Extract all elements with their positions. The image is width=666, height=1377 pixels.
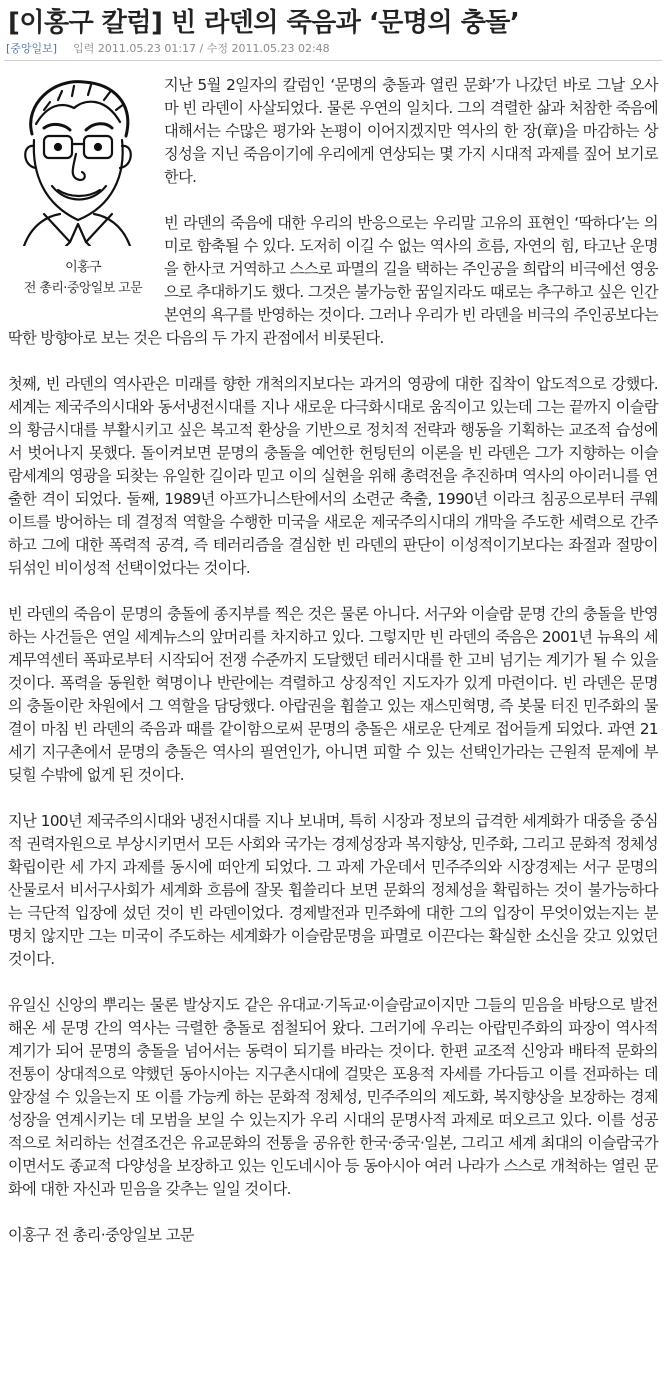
- article-body: [8, 74, 658, 1270]
- article-meta: [6, 40, 330, 56]
- article-paragraph: 빈 라덴의 죽음에 대한 우리의 반응으로는 우리말 고유의 표현인 ‘딱하다’는 의미로 함축될 수 있다. 도저히 이길 수 없는 역사의 흐름, 자연의 힘, 타고난 운명을 한사코 거역하고 스스로 파멸의 길을 택하는 주인공을 희랍의 비극에선 영웅으로 추대하기도 했다. 그것은 불가능한 꿈일지라도 때로는 추구하고 싶은 인간 본연의 욕구를 반영하는 것이다. 그러나 우리가 빈 라덴을 비극의 주인공보다는 딱한 방향아로 보는 것은 다음의 두 가지 관점에서 비롯된다.: [8, 214, 658, 347]
- article-paragraph: 빈 라덴의 죽음이 문명의 충돌에 종지부를 찍은 것은 물론 아니다. 서구와 이슬람 문명 간의 충돌을 반영하는 사건들은 연일 세계뉴스의 앞머리를 차지하고 있다. 그렇지만 빈 라덴의 죽음은 2001년 뉴욕의 세계무역센터 폭파로부터 시작되어 전쟁 수준까지 도달했던 테러시대를 한 고비 넘기는 계기가 될 수 있을 것이다. 폭력을 동원한 혁명이나 반란에는 격렬하고 상징적인 지도자가 있게 마련이다. 빈 라덴은 문명의 충돌이란 차원에서 그 역할을 담당했다. 아랍권을 휩쓸고 있는 재스민혁명, 즉 봇물 터진 민주화의 물결이 마침 빈 라덴의 죽음과 때를 같이함으로써 문명의 충돌은 새로운 단계로 접어들게 되었다. 과연 21세기 지구촌에서 문명의 충돌은 역사의 필연인가, 아니면 피할 수 있는 선택인가라는 근원적 문제에 부딪힐 수밖에 없게 된 것이다.: [8, 605, 658, 784]
- source-link[interactable]: [중앙일보]: [6, 42, 58, 55]
- article-headline: [이홍구 칼럼] 빈 라덴의 죽음과 ‘문명의 충돌’: [8, 8, 520, 38]
- author-title: 전 총리·중앙일보 고문: [23, 281, 143, 296]
- header-divider: [4, 60, 662, 61]
- author-caricature-image: [14, 74, 140, 246]
- article-byline: 이홍구 전 총리·중앙일보 고문: [8, 1226, 194, 1244]
- article-paragraph: 첫째, 빈 라덴의 역사관은 미래를 향한 개척의지보다는 과거의 영광에 대한 집착이 압도적으로 강했다. 세계는 제국주의시대와 동서냉전시대를 지나 새로운 다극화시대로 움직이고 있는데 그는 끝까지 이슬람의 황금시대를 부활시키고 싶은 복고적 환상을 기반으로 정치적 전략과 행동을 기획하는 교조적 습성에서 벗어나지 못했다. 돌이켜보면 문명의 충돌을 예언한 헌팅턴의 이론을 빈 라덴은 그가 지향하는 이슬람세계의 영광을 되찾는 유일한 길이라 믿고 이의 실현을 위해 총력전을 추진하며 역사의 아이러니를 연출한 격이 되었다. 둘째, 1989년 아프가니스탄에서의 소련군 축출, 1990년 이라크 침공으로부터 쿠웨이트를 방어하는 데 결정적 역할을 수행한 미국을 새로운 제국주의시대의 개막을 주도한 세력으로 간주하고 그에 대한 폭력적 공격, 즉 테러리즘을 결심한 빈 라덴의 판단이 이성적이기보다는 좌절과 절망이 뒤섞인 비이성적 선택이었다는 것이다.: [8, 375, 658, 577]
- author-box: [8, 74, 164, 310]
- author-name: 이홍구: [65, 260, 101, 275]
- timestamp-text: 입력 2011.05.23 01:17 / 수정 2011.05.23 02:48: [73, 42, 330, 55]
- article-paragraph: 지난 100년 제국주의시대와 냉전시대를 지나 보내며, 특히 시장과 정보의 급격한 세계화가 대중을 중심적 권력자원으로 부상시키면서 모든 사회와 국가는 경제성장과 복지향상, 민주화, 그리고 문화적 정체성 확립이란 세 가지 과제를 동시에 떠안게 되었다. 그 과제 가운데서 민주주의와 시장경제는 서구 문명의 산물로서 비서구사회가 세계화 흐름에 잘못 휩쓸리다 보면 문화의 정체성을 확립하는 것이 불가능하다는 극단적 입장에 섰던 것이 빈 라덴이었다. 경제발전과 민주화에 대한 그의 입장이 무엇이었는지는 분명치 않지만 그는 미국이 주도하는 세계화가 이슬람문명을 파멸로 이끈다는 확실한 소신을 갖고 있었던 것이다.: [8, 812, 658, 968]
- article-paragraph: 지난 5월 2일자의 칼럼인 ‘문명의 충돌과 열린 문화’가 나갔던 바로 그날 오사마 빈 라덴이 사살되었다. 물론 우연의 일치다. 그의 격렬한 삶과 처참한 죽음에 대해서는 수많은 평가와 논평이 이어지겠지만 역사의 한 장(章)을 마감하는 상징성을 지닌 죽음이기에 우리에게 연상되는 몇 가지 시대적 과제를 짚어 보기로 한다.: [164, 76, 658, 186]
- article-paragraph: 유일신 신앙의 뿌리는 물론 발상지도 같은 유대교·기독교·이슬람교이지만 그들의 믿음을 바탕으로 발전해온 세 문명 간의 역사는 극렬한 충돌로 점철되어 왔다. 그러기에 우리는 아랍민주화의 파장이 역사적 계기가 되어 문명의 충돌을 넘어서는 동력이 되기를 바라는 것이다. 한편 교조적 신앙과 배타적 문화의 전통이 상대적으로 약했던 동아시아는 지구촌시대에 걸맞은 포용적 자세를 가다듬고 이를 전파하는 데 앞장설 수 있을는지 또 이를 가능케 하는 문화적 정체성, 민주주의의 제도화, 복지향상을 보장하는 경제성장을 연계시키는 데 모범을 보일 수 있는지가 우리 시대의 문명사적 과제로 떠오르고 있다. 이를 성공적으로 처리하는 선결조건은 유교문화의 전통을 공유한 한국·중국·일본, 그리고 세계 최대의 이슬람국가이면서도 종교적 다양성을 보장하고 있는 인도네시아 등 동아시아 여러 나라가 스스로 개척하는 열린 문화에 대한 자신과 믿음을 갖추는 일일 것이다.: [8, 996, 658, 1198]
